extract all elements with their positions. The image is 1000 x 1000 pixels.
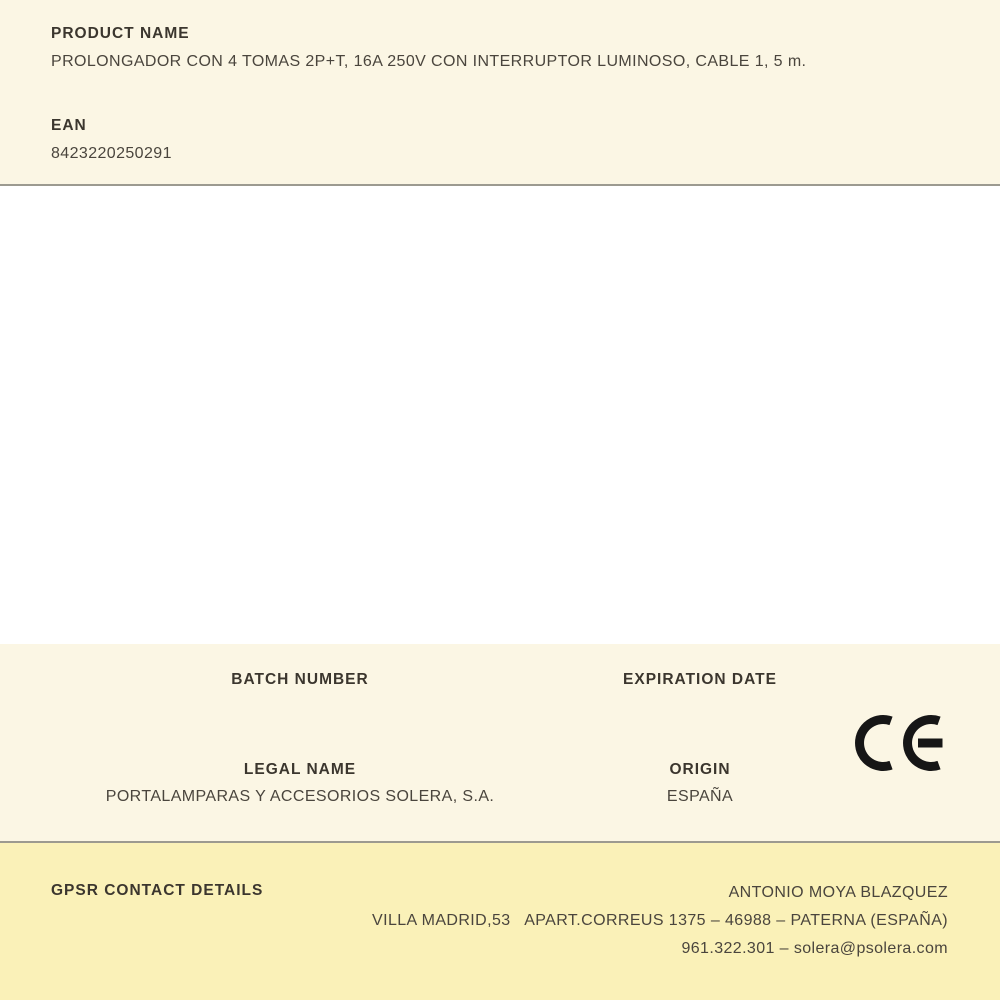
ean-value: 8423220250291 — [51, 145, 172, 162]
legal-name-label: LEGAL NAME — [243, 761, 357, 778]
legal-name-value: PORTALAMPARAS Y ACCESORIOS SOLERA, S.A. — [105, 788, 495, 805]
details-section — [0, 644, 1000, 843]
ean-block — [51, 116, 950, 165]
gpsr-contact-block — [372, 879, 948, 963]
gpsr-contact-section — [0, 843, 1000, 1000]
expiration-date-label: EXPIRATION DATE — [623, 671, 777, 688]
details-middle-column — [600, 644, 800, 841]
ce-mark-icon — [855, 714, 945, 772]
contact-phone-email: 961.322.301 – solera@psolera.com — [681, 940, 948, 957]
batch-number-label: BATCH NUMBER — [231, 671, 369, 688]
ean-label: EAN — [51, 117, 87, 134]
origin-value: ESPAÑA — [666, 788, 734, 805]
gpsr-contact-label: GPSR CONTACT DETAILS — [51, 882, 264, 899]
ce-mark-cell — [800, 644, 1000, 841]
blank-image-area — [0, 186, 1000, 644]
contact-address: VILLA MADRID,53 APART.CORREUS 1375 – 46988 – PATERNA (ESPAÑA) — [372, 912, 948, 929]
product-name-label: PRODUCT NAME — [51, 25, 190, 42]
product-name-value: PROLONGADOR CON 4 TOMAS 2P+T, 16A 250V CON INTERRUPTOR LUMINOSO, CABLE 1, 5 m. — [51, 53, 807, 70]
expiration-date-value — [600, 696, 800, 718]
origin-label: ORIGIN — [669, 761, 731, 778]
batch-number-value — [0, 696, 600, 718]
product-header-section — [0, 0, 1000, 186]
details-left-column — [0, 644, 600, 841]
contact-name: ANTONIO MOYA BLAZQUEZ — [728, 884, 948, 901]
